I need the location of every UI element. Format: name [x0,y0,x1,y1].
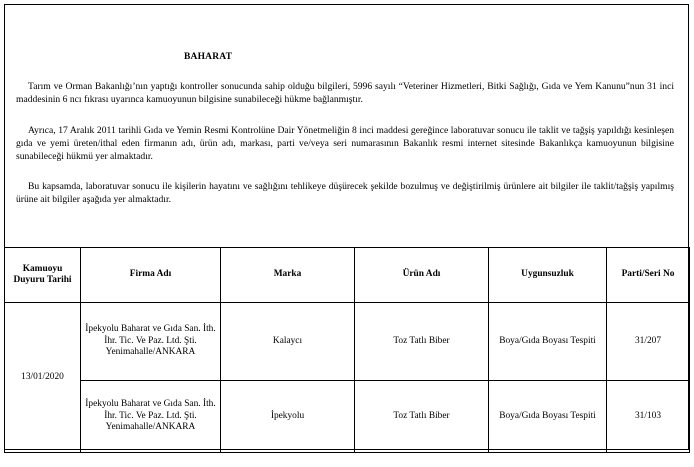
paragraph-regulation [16,124,674,163]
header-batch: Parti/Seri No [607,248,690,303]
table-header-row [5,248,690,303]
paragraph-law [16,80,674,106]
cell-issue: Boya/Gıda Boyası Tespiti [489,381,607,453]
table-row [5,303,690,381]
paragraph-scope-text: Bu kapsamda, laboratuvar sonucu ile kişilerin hayatını ve sağlığını tehlikeye düşürecek şekilde bozulmuş ve değiştirilmiş ürünlere ait bilgiler ile taklit/tağşiş yapılmış ürüne ait bilgiler aşağıda yer almaktadır. [16,181,674,205]
cell-firm: İpekyolu Baharat ve Gıda San. İth. İhr. Tic. Ve Paz. Ltd. Şti. Yenimahalle/ANKARA [81,381,221,453]
cell-batch: 31/207 [607,303,690,381]
header-firm: Firma Adı [81,248,221,303]
paragraph-scope [16,180,674,206]
table-row [5,381,690,453]
product-table [4,247,690,453]
cell-date: 13/01/2020 [5,303,81,453]
cell-issue: Boya/Gıda Boyası Tespiti [489,303,607,381]
cell-brand: İpekyolu [221,381,355,453]
paragraph-regulation-text: Ayrıca, 17 Aralık 2011 tarihli Gıda ve Yemin Resmi Kontrolüne Dair Yönetmeliğin 8 inci maddesi gereğince laboratuvar sonucu ile taklit ve tağşiş yapıldığı kesinleşen gıda ve yemi üreten/ithal eden firmanın adı, ürün adı, markası, parti ve/veya seri numarasının Bakanlık resmi internet sitesinde Bakanlıkça kamuoyunun bilgisine sunabileceği hükmü yer almaktadır. [16,125,674,162]
cell-product: Toz Tatlı Biber [355,303,489,381]
header-product: Ürün Adı [355,248,489,303]
cell-brand: Kalaycı [221,303,355,381]
header-issue: Uygunsuzluk [489,248,607,303]
cell-batch: 31/103 [607,381,690,453]
header-date: Kamuoyu Duyuru Tarihi [5,248,81,303]
header-brand: Marka [221,248,355,303]
cell-product: Toz Tatlı Biber [355,381,489,453]
paragraph-law-text: Tarım ve Orman Bakanlığı’nın yaptığı kontroller sonucunda sahip olduğu bilgileri, 5996 sayılı “Veteriner Hizmetleri, Bitki Sağlığı, Gıda ve Yem Kanunu”nun 31 inci maddesinin 6 ncı fıkrası uyarınca kamuoyunun bilgisine sunabileceği hükme bağlanmıştır. [16,81,674,105]
document-title: BAHARAT [184,52,233,62]
cell-firm: İpekyolu Baharat ve Gıda San. İth. İhr. Tic. Ve Paz. Ltd. Şti. Yenimahalle/ANKARA [81,303,221,381]
